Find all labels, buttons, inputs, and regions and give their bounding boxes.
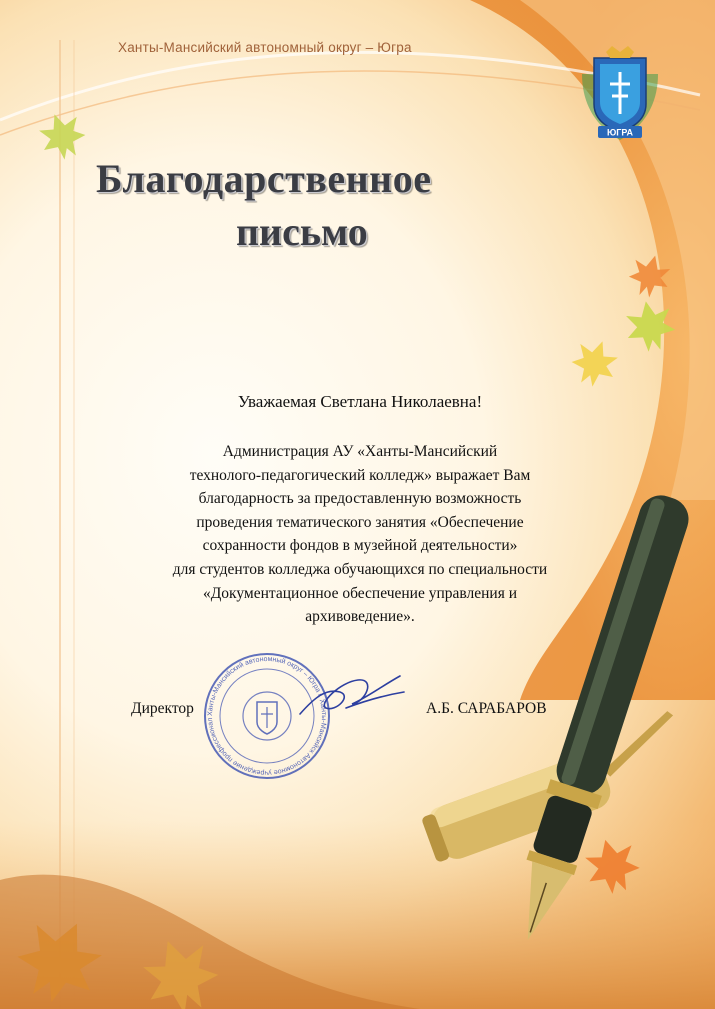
body-line: проведения тематического занятия «Обеспечение — [196, 513, 524, 531]
body-line: технолого-педагогический колледж» выражает Вам — [189, 466, 531, 484]
title-line-2: письмо — [236, 209, 368, 254]
title-line-1: Благодарственное — [96, 156, 432, 201]
greeting: Уважаемая Светлана Николаевна! — [237, 392, 483, 411]
fountain-pen-illustration — [420, 470, 715, 970]
body-line: архивоведение». — [305, 608, 415, 626]
body-line: для студентов колледжа обучающихся по специальности — [172, 560, 548, 578]
coat-of-arms-emblem — [576, 44, 664, 142]
signatory-name: А.Б. САРАБАРОВ — [426, 700, 547, 717]
region-header: Ханты-Мансийский автономный округ – Югра — [118, 40, 412, 55]
body-line: «Документационное обеспечение управления и — [202, 584, 518, 602]
body-line: благодарность за предоставленную возможность — [198, 490, 522, 508]
signatory-title: Директор — [131, 700, 194, 717]
maple-leaf-icon — [566, 334, 623, 392]
maple-leaf-icon — [34, 107, 91, 165]
stamp-text: Ханты-Мансийский автономный округ – Югра г. Ханты-Мансийск Автономное учреждение профессионал — [206, 655, 328, 777]
body-line: сохранности фондов в музейной деятельности» — [202, 537, 518, 555]
handwritten-signature — [296, 668, 408, 726]
emblem-label: ЮГРА — [606, 127, 634, 138]
body-line: Администрация АУ «Ханты-Мансийский — [222, 443, 498, 460]
